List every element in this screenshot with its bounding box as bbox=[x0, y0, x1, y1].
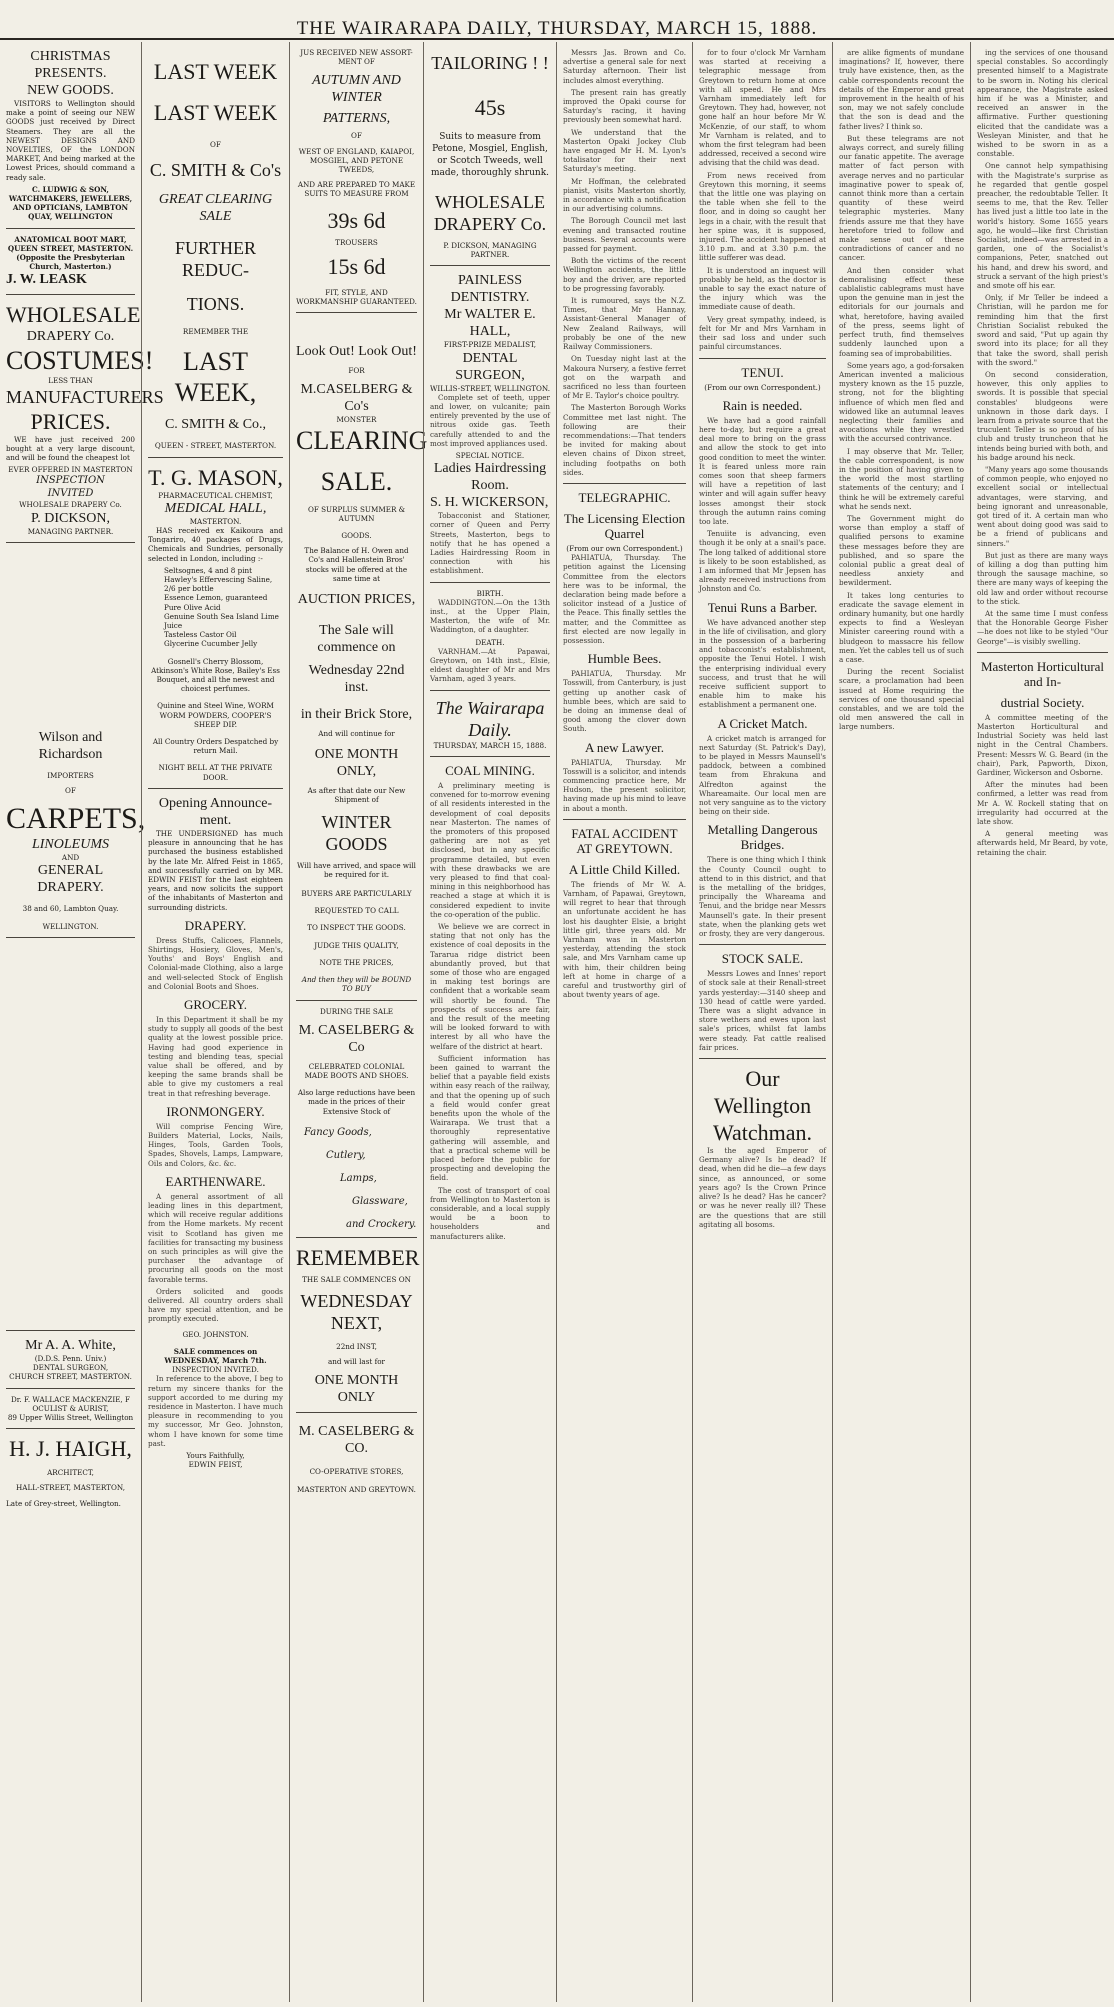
column-2: LAST WEEK LAST WEEK OF C. SMITH & Co's GREAT CLEARING SALE FURTHER REDUC- TIONS. REMEMBER THE LAST WEEK, C. SMITH & Co., QUEEN - STREET, MASTERTON. T. G. MASON, PHARMACEUTICAL CHEMIST, MEDICAL HALL, MASTERTON. HAS received ex Kaikoura and Tongariro, 40 packages of Drugs, Chemicals and Sundries, personally selected in London, including :- Seltsognes, 4 and 8 pint Hawley's Effervescing Saline, 2/6 per bottle Essence Lemon, guaranteed Pure Olive Acid Genuine South Sea Island Lime Juice Tasteless Castor Oil Glycerine Cucumber Jelly Gosnell's Cherry Blossom, Atkinson's White Rose, Bailey's Ess Bouquet, and all the newest and choicest perfumes. Quinine and Steel Wine, WORM WORM POWDERS, COOPER'S SHEEP DIP. All Country Orders Despatched by return Mail. NIGHT BELL AT THE PRIVATE DOOR. Opening Announce- ment. THE UNDERSIGNED has much pleasure in announcing that he has purchased the business established by the late Mr. Alfred Feist in 1865, and successfully carried on by MR. EDWIN FEIST for the last eighteen years, and now solicits the support of the inhabitants of Masterton and surrounding districts. DRAPERY. Dress Stuffs, Calicoes, Flannels, Shirtings, Hosiery, Gloves, Men's, Youths' and Boys' English and Colonial-made Clothing, also a large and well-selected Stock of English and Colonial Boots and Shoes. GROCERY. In this Department it shall be my study to supply all goods of the best quality at the lowest possible price. Having had good experience in testing and blending teas, special value shall be offered, and by keeping the same brands shall be able to give my customers a real treat in that refreshing beverage. IRONMONGERY. Will comprise Fencing Wire, Builders Material, Locks, Nails, Hinges, Tools, Garden Tools, Spades, Shovels, Lamps, Lampware, Oils and Colors, &c. &c. EARTHENWARE. A general assortment of all leading lines in this department, which will receive regular additions from the Home markets. My recent visit to Scotland has given me facilities for transacting my business on such principles as will give the purchaser the advantage of procuring all goods on the most favorable terms. Orders solicited and goods delivered. All country orders shall have my special attention, and be promptly executed. GEO. JOHNSTON. SALE commences on WEDNESDAY, March 7th. INSPECTION INVITED. In reference to the above, I beg to return my sincere thanks for the support accorded to me during my residence in Masterton. I have much pleasure in recommending to you my successor, Mr Geo. Johnston, whom I have known for some time past. Yours Faithfully, EDWIN FEIST, bbox=[141, 42, 289, 2002]
suits-text: Suits to measure from Petone, Mosgiel, English, or Scotch Tweeds, well made, thoroughly shrunk. bbox=[430, 132, 550, 178]
co-op-stores: CO-OPERATIVE STORES, bbox=[309, 1467, 404, 1477]
death-heading: DEATH. bbox=[475, 637, 505, 647]
reductions-text: Also large reductions have been made in the prices of their Extensive Stock of bbox=[297, 1088, 416, 1116]
commence-label: The Sale will commence on bbox=[317, 623, 396, 656]
hall-name: Mr WALTER E. HALL, bbox=[444, 307, 536, 340]
of-label: OF bbox=[210, 140, 221, 149]
mason-item: Pure Olive Acid bbox=[164, 602, 221, 612]
lawyer-heading: A new Lawyer. bbox=[584, 739, 665, 755]
wednesday-22nd: Wednesday 22nd inst. bbox=[308, 663, 405, 696]
wholesale-heading: WHOLESALE bbox=[6, 302, 141, 328]
visitors-text: VISITORS to Wellington should make a point of seeing our NEW GOODS just received by Direct Steamers. They are all the NEWEST DESIGNS AND NOVELTIES, OF the LONDON MARKET, And being marked at the Lowest Prices, should command a ready sale. bbox=[6, 99, 135, 182]
importers-label: IMPORTERS bbox=[47, 770, 94, 780]
correspondent-label: (From our own Correspondent.) bbox=[566, 543, 683, 553]
orders-text: All Country Orders Despatched by return Mail. bbox=[152, 737, 279, 756]
night-bell: NIGHT BELL AT THE PRIVATE DOOR. bbox=[158, 763, 273, 782]
stock-heading: STOCK SALE. bbox=[721, 951, 804, 967]
church-street: CHURCH STREET, MASTERTON. bbox=[9, 1372, 132, 1382]
medallist-label: FIRST-PRIZE MEDALIST, bbox=[443, 340, 537, 350]
leask-name: J. W. LEASK bbox=[6, 272, 87, 288]
tailoring-price: 45s bbox=[474, 95, 506, 120]
xmas-heading: CHRISTMAS PRESENTS. bbox=[30, 49, 111, 81]
correspondent-label: (From our own Correspondent.) bbox=[704, 382, 821, 392]
architect-label: ARCHITECT, bbox=[47, 1468, 94, 1478]
sale-heading: SALE. bbox=[320, 466, 393, 496]
quinine-text: Quinine and Steel Wine, WORM WORM POWDERS, COOPER'S SHEEP DIP. bbox=[157, 701, 274, 729]
earthenware-section: EARTHENWARE. bbox=[165, 1173, 266, 1189]
late-address: Late of Grey-street, Wellington. bbox=[6, 1498, 121, 1508]
medical-hall: MEDICAL HALL, bbox=[164, 500, 267, 516]
drapery-heading: DRAPERY Co. bbox=[26, 329, 115, 345]
bound-label: And then they will be BOUND TO BUY bbox=[301, 975, 412, 994]
for-label: FOR bbox=[348, 366, 365, 376]
licensing-heading: The Licensing Election Quarrel bbox=[563, 510, 686, 541]
painless-heading: PAINLESS DENTISTRY. bbox=[450, 273, 530, 306]
wellington-label: WELLINGTON. bbox=[42, 921, 99, 931]
column-1 bbox=[0, 42, 164, 2002]
mason-item: Tasteless Castor Oil bbox=[164, 630, 237, 640]
smith-co: C. SMITH & Co., bbox=[164, 417, 267, 433]
crockery: and Crockery. bbox=[346, 1218, 417, 1230]
white-degree: (D.D.S. Penn. Univ.) bbox=[34, 1353, 107, 1363]
of-label: OF bbox=[65, 786, 76, 796]
tions-heading: TIONS. bbox=[186, 294, 245, 315]
note-label: NOTE THE PRICES, bbox=[319, 957, 394, 967]
patterns-heading: PATTERNS, bbox=[322, 111, 391, 127]
column-3 bbox=[289, 42, 428, 2002]
and-label: AND bbox=[61, 853, 80, 863]
masterton-label: MASTERTON. bbox=[189, 516, 242, 526]
lambton-address: 38 and 60, Lambton Quay. bbox=[22, 904, 119, 914]
mason-text: HAS received ex Kaikoura and Tongariro, 40 packages of Drugs, Chemicals and Sundries, personally selected in London, including :- bbox=[148, 526, 283, 563]
inspection-invited: INSPECTION INVITED. bbox=[172, 1365, 259, 1375]
fatal-heading: FATAL ACCIDENT AT GREYTOWN. bbox=[571, 825, 678, 856]
oculist-label: OCULIST & AURIST, bbox=[32, 1403, 109, 1413]
wholesale-heading: WHOLESALE bbox=[435, 192, 545, 212]
caselberg-heading-2: M. CASELBERG & Co bbox=[298, 1022, 415, 1055]
child-heading: A Little Child Killed. bbox=[568, 861, 681, 877]
ladies-heading: Ladies Hairdressing bbox=[433, 461, 547, 477]
perfumes-text: Gosnell's Cherry Blossom, Atkinson's White Rose, Bailey's Ess Bouquet, and all the newest and choicest perfumes. bbox=[151, 656, 280, 694]
ever-offered: EVER OFFERED IN MASTERTON bbox=[8, 465, 133, 475]
lamps: Lamps, bbox=[340, 1172, 377, 1184]
managing-partner: MANAGING PARTNER. bbox=[27, 526, 114, 536]
monster-label: MONSTER bbox=[336, 415, 377, 425]
paper-date: THURSDAY, MARCH 15, 1888. bbox=[433, 740, 547, 750]
bought-text: WE have just received 200 bought at a very large discount, and will be found the cheapest lot bbox=[6, 434, 135, 463]
surplus-label: OF SURPLUS SUMMER & AUTUMN bbox=[307, 504, 406, 523]
mackenzie-name: Dr. F. WALLACE MACKENZIE, F bbox=[11, 1394, 130, 1404]
coal-heading: COAL MINING. bbox=[445, 762, 535, 778]
make-to-measure: AND ARE PREPARED TO MAKE SUITS TO MEASURE FROM bbox=[297, 180, 416, 199]
remember-heading: REMEMBER bbox=[296, 1244, 420, 1270]
willis-address: 89 Upper Willis Street, Wellington bbox=[7, 1412, 134, 1422]
manufacturers-heading: MANUFACTURERS bbox=[6, 386, 164, 407]
linoleums-heading: LINOLEUMS bbox=[31, 837, 109, 853]
requested-label: REQUESTED TO CALL bbox=[314, 906, 399, 916]
horticultural-heading-1: Masterton Horticultural and In- bbox=[980, 658, 1105, 689]
opening-text: THE UNDERSIGNED has much pleasure in announcing that he has purchased the business established by the late Mr. Alfred Feist in 1865, and successfully carried on by MR. EDWIN FEIST for the last eighteen years, and now solicits the support of the inhabitants of Masterton and surrounding districts. bbox=[148, 828, 283, 912]
humble-heading: Humble Bees. bbox=[587, 651, 662, 667]
fancy-goods: Fancy Goods, bbox=[304, 1126, 372, 1138]
willis-street: WILLIS-STREET, WELLINGTON. bbox=[430, 383, 551, 393]
costumes-heading: COSTUMES! bbox=[6, 346, 154, 376]
mason-item: Glycerine Cucumber Jelly bbox=[164, 639, 258, 649]
mason-item: Hawley's Effervescing Saline, 2/6 per bottle bbox=[164, 575, 273, 594]
carpets-heading: CARPETS, bbox=[6, 802, 146, 836]
barber-heading: Tenui Runs a Barber. bbox=[707, 599, 818, 615]
dickson-sig: P. DICKSON, MANAGING PARTNER. bbox=[443, 241, 537, 260]
autumn-heading: AUTUMN AND WINTER bbox=[312, 73, 401, 106]
nd-inst: 22nd INST, bbox=[336, 1341, 377, 1351]
less-than: LESS THAN bbox=[48, 376, 93, 386]
inspection-label: INSPECTION bbox=[36, 475, 105, 487]
and-last: and will last for bbox=[327, 1357, 385, 1367]
sale-commences: THE SALE COMMENCES ON bbox=[302, 1274, 411, 1284]
wholesale-drapery-sig: WHOLESALE DRAPERY Co. bbox=[19, 500, 122, 510]
one-month-only-2: ONE MONTH ONLY bbox=[314, 1373, 399, 1406]
dental-surgeon: DENTAL SURGEON, bbox=[32, 1363, 109, 1373]
watchman-heading-1: Our Wellington bbox=[713, 1066, 812, 1119]
will-arrive: Will have arrived, and space will be required for it. bbox=[297, 860, 416, 879]
tailoring-heading: TAILORING ! ! bbox=[431, 53, 549, 73]
of-label: OF bbox=[351, 131, 362, 141]
colonial-boots: CELEBRATED COLONIAL MADE BOOTS AND SHOES. bbox=[304, 1061, 409, 1080]
winter-goods: WINTER GOODS bbox=[321, 811, 392, 854]
trousers-price: 15s 6d bbox=[327, 253, 386, 279]
watchman-heading-2: Watchman. bbox=[712, 1120, 813, 1146]
clearing-heading: CLEARING bbox=[296, 425, 428, 455]
prices-heading: PRICES. bbox=[30, 408, 111, 434]
brick-store: in their Brick Store, bbox=[300, 707, 413, 723]
feist-sig: EDWIN FEIST, bbox=[188, 1460, 243, 1470]
haigh-name: H. J. HAIGH, bbox=[9, 1436, 132, 1462]
masterton-greytown: MASTERTON AND GREYTOWN. bbox=[297, 1484, 416, 1494]
buyers-label: BUYERS ARE PARTICULARLY bbox=[301, 889, 412, 899]
smith-heading: C. SMITH & Co's bbox=[149, 160, 282, 181]
new-goods-heading: NEW GOODS. bbox=[27, 83, 114, 98]
room-heading: Room. bbox=[471, 478, 509, 494]
drapery-heading: DRAPERY Co. bbox=[433, 214, 547, 234]
page-title: THE WAIRARAPA DAILY, THURSDAY, MARCH 15, 1888. bbox=[296, 18, 818, 39]
suit-price: 39s 6d bbox=[327, 207, 386, 233]
grocery-section: GROCERY. bbox=[184, 996, 247, 1012]
dickson-name: P. DICKSON, bbox=[31, 510, 110, 526]
queen-street: QUEEN - STREET, MASTERTON. bbox=[154, 441, 277, 451]
mason-item: Seltsognes, 4 and 8 pint bbox=[164, 565, 253, 575]
march-7-sale: SALE commences on WEDNESDAY, March 7th. bbox=[164, 1346, 267, 1366]
remember-label: REMEMBER THE bbox=[182, 327, 249, 337]
mason-item: Essence Lemon, guaranteed bbox=[164, 593, 268, 603]
masthead bbox=[0, 0, 1114, 40]
column-8: ing the services of one thousand special constables. So accordingly presented himself to a Magistrate to be sworn in. Noting his clerical appearance, the Magistrate asked him if he was a Minister, and received an answer in the affirmative. Further questioning elicited that the candidate was a Wesleyan Minister, and that he wished to be sworn in as a constable. One cannot help sympathising with the Magistrate's surprise as he regarded that gentle gospel preacher, the redoubtable Teller. It seems to me, that the Rev. Teller has lived just a little too late in the world's history. Some 1655 years ago, he would—like first Christian Socialist, indeed—was arrested in a garden, one of the Socialist's companions, Peter, snatched out his hand, and drew his sword, and struck a servant of the high priest's and smote off his ear. Only, if Mr Teller be indeed a Christian, will he pardon me for reminding him that the first Christian Socialist rebuked the sword and said, "Put up again thy sword into its place; for all they that take the sword, shall perish with the sword." On second consideration, however, this only applies to swords. It is possible that special constables' bludgeons were unknown in those dark days. I learn from a private source that the truculent Teller is so proud of his club and trusty truncheon that he intends being buried with both, and his badge around his neck. "Many years ago some thousands of common people, who enjoyed no excellent social or intellectual advantages, were starving, and being ignorant and unreasonable, got tired of it. A certain man who went about doing good was said to be a friend of publicans and sinners." But just as there are many ways of killing a dog than putting him through the sausage machine, so there are many ways of keeping the old law and order without recourse to the stick. At the same time I must confess that the Honorable George Fisher—he does not like to be styled "Our George"—is visibly swelling. Masterton Horticultural and In- dustrial Society. A committee meeting of the Masterton Horticultural and Industrial Society was held last night in the Central Chambers. Present: Messrs W. G. Beard (in the chair), Park, Papworth, Dixon, Gardiner, Wickerson and Osborne. After the minutes had been confirmed, a letter was read from Mr A. W. Rockell stating that on irregularity had occurred at the late show. A general meeting was afterwards held, Mr Beard, by vote, retaining the chair. bbox=[970, 42, 1114, 2002]
rain-heading: Rain is needed. bbox=[722, 397, 803, 413]
opening-heading-2: ment. bbox=[199, 812, 232, 828]
chemist-label: PHARMACEUTICAL CHEMIST, bbox=[158, 490, 273, 500]
cutlery: Cutlery, bbox=[326, 1149, 366, 1161]
tweeds-list: WEST OF ENGLAND, KAIAPOI, MOSGIEL, AND PETONE TWEEDS, bbox=[298, 146, 415, 175]
look-out: Look Out! Look Out! bbox=[296, 344, 417, 360]
boot-mart-heading: ANATOMICAL BOOT MART, QUEEN STREET, MASTERTON. (Opposite the Presbyterian Church, Masterton.) bbox=[7, 234, 134, 272]
special-notice: SPECIAL NOTICE. bbox=[455, 451, 525, 461]
mason-item: Genuine South Sea Island Lime Juice bbox=[164, 611, 279, 631]
invited-label: INVITED bbox=[47, 488, 94, 500]
further-heading: FURTHER REDUC- bbox=[175, 238, 256, 281]
hall-street: HALL-STREET, MASTERTON, bbox=[16, 1483, 125, 1493]
cricket-heading: A Cricket Match. bbox=[717, 715, 808, 731]
column-5: Messrs Jas. Brown and Co. advertise a general sale for next Saturday afternoon. Their list includes almost everything. The present rain has greatly improved the Opaki course for Saturday's racing, it having previously been somewhat hard. We understand that the Masterton Opaki Jockey Club have engaged Mr H. M. Lyon's totalisator for their next Saturday's meeting. Mr Hoffman, the celebrated pianist, visits Masterton shortly, in accordance with a notification in our advertising columns. The Borough Council met last evening and transacted routine business. Several accounts were passed for payment. Both the victims of the recent Wellington accidents, the little boy and the driver, are reported to be progressing favorably. It is rumoured, says the N.Z. Times, that Mr Hannay, Assistant-General Manager of New Zealand Railways, will probably be one of the new Railway Commissioners. On Tuesday night last at the Makoura Nursery, a festive ferret got on the warpath and sacrificed no less than fourteen of Mr E. Taylor's choice poultry. The Masterton Borough Works Committee met last night. The following are their recommendations:—That tenders be invited for making about eleven chains of Dixon street, including footpaths on both sides. TELEGRAPHIC. The Licensing Election Quarrel (From our own Correspondent.) PAHIATUA, Thursday. The petition against the Licensing Committee from the electors here was to be informal, the declaration being made before a solicitor instead of a Justice of the Peace. This finally settles the matter, and the Committee as first elected are now legally in possession. Humble Bees. PAHIATUA, Thursday. Mr Tosswill, from Canterbury, is just getting up another cask of humble bees, which are said to be doing an immense deal of good among the clover down South. A new Lawyer. PAHIATUA, Thursday. Mr Tosswill is a solicitor, and intends commencing practice here, Mr Hudson, the present solicitor, having made up his mind to leave in about a month. FATAL ACCIDENT AT GREYTOWN. A Little Child Killed. The friends of Mr W. A. Varnham, of Papawai, Greytown, will regret to hear that through an unfortunate accident he has lost his daughter Elsie, a bright little girl, three years old. Mr Varnham was in Masterton yesterday, attending the stock sale, and Mrs Varnham came up with him, their children being left at home in charge of a careful and trustworthy girl of about twenty years of age. bbox=[556, 42, 692, 2002]
one-month-only: ONE MONTH ONLY, bbox=[314, 747, 399, 780]
tenui-heading: TENUI. bbox=[741, 364, 784, 380]
after-date: As after that date our New Shipment of bbox=[307, 786, 406, 805]
balance-text: The Balance of H. Owen and Co's and Hallenstein Bros' stocks will be offered at the same time at bbox=[304, 546, 409, 583]
last-week-2: LAST WEEK bbox=[153, 100, 278, 125]
wilson-heading: Wilson and Richardson bbox=[38, 729, 103, 762]
continue-label: And will continue for bbox=[318, 729, 395, 739]
mason-heading: T. G. MASON, bbox=[148, 464, 283, 490]
wickerson-heading: S. H. WICKERSON, bbox=[430, 495, 549, 511]
johnston-sig: GEO. JOHNSTON. bbox=[182, 1329, 249, 1339]
fit-guarantee: FIT, STYLE, AND WORKMANSHIP GUARANTEED. bbox=[296, 287, 417, 307]
caselberg-heading: M.CASELBERG & Co's bbox=[300, 382, 413, 415]
ironmongery-section: IRONMONGERY. bbox=[166, 1103, 265, 1119]
white-name: Mr A. A. White, bbox=[25, 1337, 116, 1353]
column-6: for to four o'clock Mr Varnham was started at receiving a telegraphic message from Greytown to return home at once with all speed. He and Mrs Varnham immediately left for Greytown. They had, however, not gone half an hour before Mr W. McKenzie, of our staff, to whom Mr Varnham is related, and to whom the first telegram had been addressed, received a second wire advising that the child was dead. From news received from Greytown this morning, it seems that the little one was playing on the table when she fell to the floor, and in doing so caught her legs in a chair, with the result that her spine was, it is supposed, injured. The accident happened at 3.10 p.m. and at 3.30 p.m. the little sufferer was dead. It is understood an inquest will probably be held, as the doctor is unable to say the exact nature of the injury which was the immediate cause of death. Very great sympathy, indeed, is felt for Mr and Mrs Varnham in their sad loss and under such painful circumstances. TENUI. (From our own Correspondent.) Rain is needed. We have had a good rainfall here to-day, but require a great deal more to bring on the grass and allow the stock to get into good condition to meet the winter. It is feared unless more rain comes soon that sheep farmers will have a repetition of last winter and will again suffer heavy losses amongst their stock through the autumn rains coming too late. Tenuiite is advancing, even though it be only at a snail's pace. The long talked of additional store is likely to be soon established, as I am informed that Mr Jepsen has already received instructions from Johnston and Co. Tenui Runs a Barber. We have advanced another step in the life of civilisation, and glory in the possession of a barbering and tobacconist's establishment, opposite the Tenui Hotel. I wish the enterprising individual every success, and trust that he will receive sufficient support to enable him to make his establishment a permanent one. A Cricket Match. A cricket match is arranged for next Saturday (St. Patrick's Day), to be played in Messrs Maunsell's paddock, between a combined team from Ehrakuna and Alfredton against the Whareamaite. Our local men are not very sanguine as to the victory being on their side. Metalling Dangerous Bridges. There is one thing which I think the County Council ought to attend to in this district, and that is the metalling of the bridges, principally the Whareama and Tenui, and the bridge near Messrs Maunsell's gate. In their present state, when the planking gets wet or frosty, they are very dangerous. STOCK SALE. Messrs Lowes and Innes' report of stock sale at their Renall-street yards yesterday:—3140 sheep and 130 head of cattle were yarded. There was a slight advance in store wethers and ewes upon last sale's prices, whilst fat lambs were steady. Fat cattle realised fair prices. Our Wellington Watchman. Is the aged Emperor of Germany alive? Is he dead? If dead, when did he die—a few days since, as announced, or some years ago? Is the Crown Prince alive? Is he dead? Has he cancer? or was he never really ill? These are the questions that are still agitating all bosoms. bbox=[692, 42, 832, 2002]
opening-heading: Opening Announce- bbox=[158, 795, 273, 811]
inspect-label: TO INSPECT THE GOODS. bbox=[307, 923, 406, 933]
new-assortment: JUS RECEIVED NEW ASSORT-MENT OF bbox=[300, 48, 413, 67]
glassware: Glassware, bbox=[352, 1195, 408, 1207]
drapery-section: DRAPERY. bbox=[184, 917, 247, 933]
horticultural-heading-2: dustrial Society. bbox=[1000, 694, 1085, 710]
last-week-1: LAST WEEK bbox=[153, 59, 278, 84]
yours-label: Yours Faithfully, bbox=[186, 1451, 245, 1461]
column-7: are alike figments of mundane imaginations? If, however, there truly have existence, then, as the cable correspondents recount the details of the Emperor and great improvement in the health of his son, may we not safely conclude that the son is dead and the father lives? I think so. But these telegrams are not always correct, and surely filling our fanatic appetite. The average matter of fact person with average nerves and no particular imaginative power to speak of, cannot think more than a certain quantity of these weird telegraphic mysteries. Many friends assure me that they have heretofore tried to follow and make sense out of these contradictions of cancer and no cancer. And then consider what demoralising effect these cablalistic cablegrams must have upon the genuine man in jest the editorials for our journals and what, heretofore, having availed of the press, seems light of perfect truth, find themselves suddenly launched upon a foaming sea of improbabilities. Some years ago, a god-forsaken American invented a malicious mystery known as the 15 puzzle, strong, not for the blighting influence of which men fled and widowed like an autumnal leaves neglecting their families and avocations while they wrestled with the accursed contrivance. I may observe that Mr. Teller, the cable correspondent, is now in the position of having given to the world the most startling statements of the century; and I think he will be extremely careful what he sends next. The Government might do worse than employ a staff of qualified persons to examine these messages before they are published, and so spare the colonial public a great deal of needless anxiety and bewilderment. It takes long centuries to eradicate the savage element in ordinary humanity, but one hardly expects to find a Wesleyan Minister careering round with a bludgeon to massacre his fellow men. Yet the cables tell us of such a case. During the recent Socialist scare, a proclamation had been issued at Home requiring the services of one thousand special constables, and we are told the old men answered the call in large numbers. bbox=[832, 42, 970, 2002]
dental-heading: DENTAL SURGEON, bbox=[455, 350, 525, 383]
clearing-heading: GREAT CLEARING SALE bbox=[158, 192, 273, 225]
telegraphic-heading: TELEGRAPHIC. bbox=[578, 489, 671, 505]
last-week-3: LAST WEEK, bbox=[174, 347, 257, 408]
bridges-heading: Metalling Dangerous Bridges. bbox=[707, 822, 818, 853]
auction-prices: AUCTION PRICES, bbox=[297, 592, 416, 608]
judge-label: JUDGE THIS QUALITY, bbox=[314, 940, 399, 950]
paper-masthead: The Wairarapa Daily. bbox=[435, 697, 545, 740]
goods-label: GOODS. bbox=[341, 531, 372, 541]
column-4: TAILORING ! ! 45s Suits to measure from Petone, Mosgiel, English, or Scotch Tweeds, well made, thoroughly shrunk. WHOLESALE DRAPERY Co. P. DICKSON, MANAGING PARTNER. PAINLESS DENTISTRY. Mr WALTER E. HALL, FIRST-PRIZE MEDALIST, DENTAL SURGEON, WILLIS-STREET, WELLINGTON. Complete set of teeth, upper and lower, on vulcanite; pain entirely prevented by the use of nitrous oxide gas. Teeth carefully attended to and the most improved appliances used. SPECIAL NOTICE. Ladies Hairdressing Room. S. H. WICKERSON, Tobacconist and Stationer, corner of Queen and Perry Streets, Masterton, begs to notify that he has opened a Ladies Hairdressing Room in connection with his establishment. BIRTH. WADDINGTON.—On the 13th inst., at the Upper Plain, Masterton, the wife of Mr. Waddington, of a daughter. DEATH. VARNHAM.—At Papawai, Greytown, on 14th inst., Elsie, eldest daughter of Mr and Mrs Varnham, aged 3 years. The Wairarapa Daily. THURSDAY, MARCH 15, 1888. COAL MINING. A preliminary meeting is convened for to-morrow evening of all residents interested in the development of coal deposits near Masterton. The names of the promoters of this proposed gathering are not as yet disclosed, but in any specific programme detailed, but even with these drawbacks we are very pleased to find that coal-mining in this neighborhood has reached a stage at which it is considered expedient to invite the co-operation of the public. We believe we are correct in stating that not only has the existence of coal deposits in the Tararua ridge district been abundantly proved, but that some of those who are engaged in making test borings are confident that a workable seam will shortly be found. The prospects of success are fair, and the result of the meeting will be looked forward to with interest by all who have the welfare of the district at heart. Sufficient information has been gained to warrant the belief that a payable field exists within easy reach of the railway, and that the opening up of such a field would confer great benefits upon the whole of the Wairarapa. We trust that a thoroughly representative gathering will assemble, and that a practical scheme will be placed before the public for prospecting and developing the field. The cost of transport of coal from Wellington to Masterton is considerable, and a local supply would be a boon to householders and manufacturers alike. bbox=[423, 42, 556, 2002]
general-drapery-heading: GENERAL DRAPERY. bbox=[37, 863, 104, 896]
during-label: DURING THE SALE bbox=[319, 1006, 394, 1016]
ludwig-signature: C. LUDWIG & SON, WATCHMAKERS, JEWELLERS, AND OPTICIANS, LAMBTON QUAY, WELLINGTON bbox=[8, 184, 133, 222]
birth-heading: BIRTH. bbox=[476, 588, 504, 598]
wednesday-next: WEDNESDAY NEXT, bbox=[300, 1290, 413, 1333]
trousers-label: TROUSERS bbox=[335, 237, 378, 247]
caselberg-heading-3: M. CASELBERG & CO. bbox=[298, 1424, 415, 1457]
